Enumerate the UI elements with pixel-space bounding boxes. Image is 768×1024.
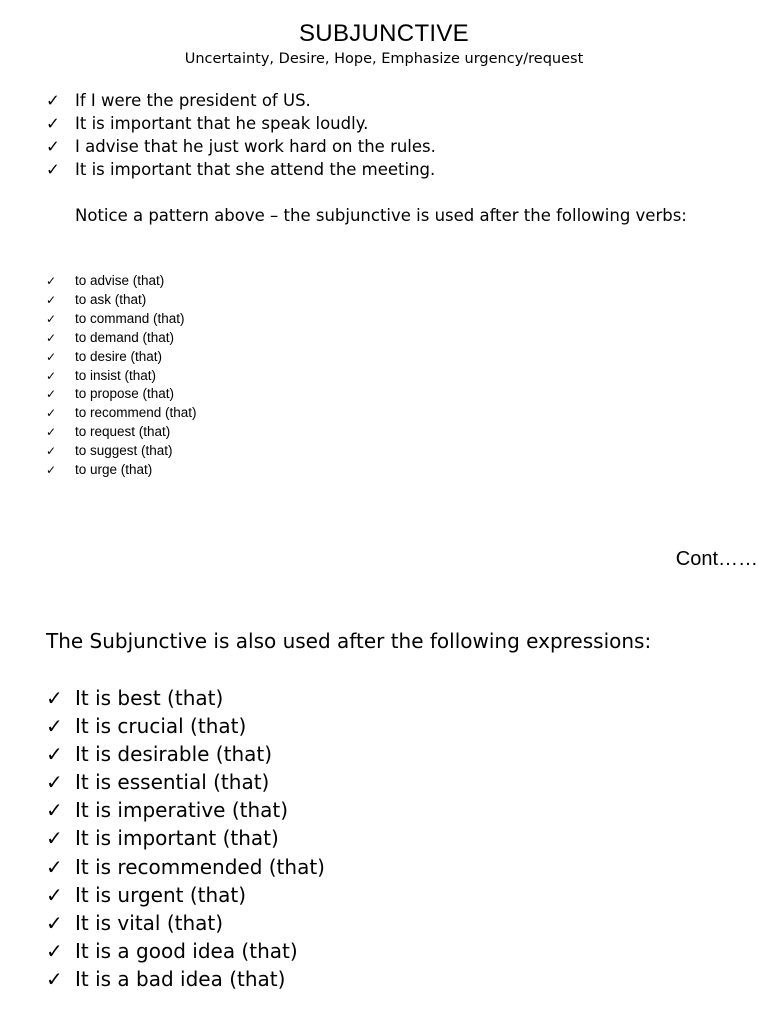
list-item [46,965,325,993]
verb-item: to command (that) [75,310,185,326]
checkmark-icon: ✓ [46,826,63,851]
list-item [46,367,197,386]
checkmark-icon: ✓ [46,311,57,326]
checkmark-icon: ✓ [46,292,57,307]
example-sentences-list [46,89,436,181]
expression-item: It is imperative (that) [75,798,289,823]
list-item [46,937,325,965]
verb-item: to desire (that) [75,348,163,364]
list-item [46,329,197,348]
verb-item: to advise (that) [75,273,165,288]
checkmark-icon: ✓ [46,137,60,156]
expression-item: It is urgent (that) [75,882,247,907]
checkmark-icon: ✓ [46,742,63,767]
list-item [46,712,325,740]
continued-label: Cont…… [675,548,758,570]
page-title: SUBJUNCTIVE [299,20,469,47]
verb-item: to insist (that) [75,367,157,383]
checkmark-icon: ✓ [46,686,63,710]
verb-item: to recommend (that) [75,405,197,421]
list-item [46,112,436,135]
checkmark-icon: ✓ [46,714,63,739]
verb-item: to propose (that) [75,386,175,402]
checkmark-icon: ✓ [46,463,57,478]
checkmark-icon: ✓ [46,114,60,133]
list-item [46,909,325,937]
list-item [46,853,325,881]
list-item [46,89,436,112]
expression-item: It is a bad idea (that) [75,966,286,991]
expressions-heading: The Subjunctive is also used after the following expressions: [46,629,652,653]
page-subtitle: Uncertainty, Desire, Hope, Emphasize urgency/request [184,51,584,67]
list-item [46,461,197,480]
expression-item: It is vital (that) [75,910,224,935]
expression-item: It is a good idea (that) [75,938,298,963]
checkmark-icon: ✓ [46,444,57,459]
list-item [46,824,325,852]
expressions-list [46,684,325,993]
checkmark-icon: ✓ [46,854,63,879]
verb-item: to ask (that) [75,291,147,307]
list-item [46,291,197,310]
checkmark-icon: ✓ [46,882,63,907]
expression-item: It is important (that) [75,826,279,851]
list-item [46,310,197,329]
verb-item: to request (that) [75,424,171,440]
checkmark-icon: ✓ [46,966,63,991]
expression-item: It is best (that) [75,686,224,710]
checkmark-icon: ✓ [46,368,57,383]
expression-item: It is desirable (that) [75,742,273,767]
list-item [46,423,197,442]
checkmark-icon: ✓ [46,425,57,440]
checkmark-icon: ✓ [46,349,57,364]
expression-item: It is recommended (that) [75,854,325,879]
verbs-list [46,272,197,480]
checkmark-icon: ✓ [46,274,57,288]
expression-item: It is crucial (that) [75,714,247,739]
list-item [46,348,197,367]
checkmark-icon: ✓ [46,798,63,823]
list-item [46,272,197,291]
list-item [46,404,197,423]
example-sentence: It is important that he speak loudly. [75,114,369,133]
checkmark-icon: ✓ [46,770,63,795]
checkmark-icon: ✓ [46,387,57,402]
example-sentence: I advise that he just work hard on the rules. [75,137,436,156]
list-item [46,442,197,461]
list-item [46,684,325,712]
expression-item: It is essential (that) [75,770,270,795]
verb-item: to demand (that) [75,329,175,345]
verb-item: to suggest (that) [75,443,173,459]
checkmark-icon: ✓ [46,330,57,345]
checkmark-icon: ✓ [46,406,57,421]
checkmark-icon: ✓ [46,91,60,110]
checkmark-icon: ✓ [46,938,63,963]
list-item [46,768,325,796]
list-item [46,796,325,824]
example-sentence: If I were the president of US. [75,91,311,110]
list-item [46,881,325,909]
checkmark-icon: ✓ [46,160,60,179]
list-item [46,385,197,404]
verb-item: to urge (that) [75,462,153,478]
list-item [46,135,436,158]
list-item [46,740,325,768]
checkmark-icon: ✓ [46,910,63,935]
example-sentence: It is important that she attend the meeting. [75,160,436,179]
notice-paragraph: Notice a pattern above – the subjunctive is used after the following verbs: [75,206,687,225]
list-item [46,158,436,181]
